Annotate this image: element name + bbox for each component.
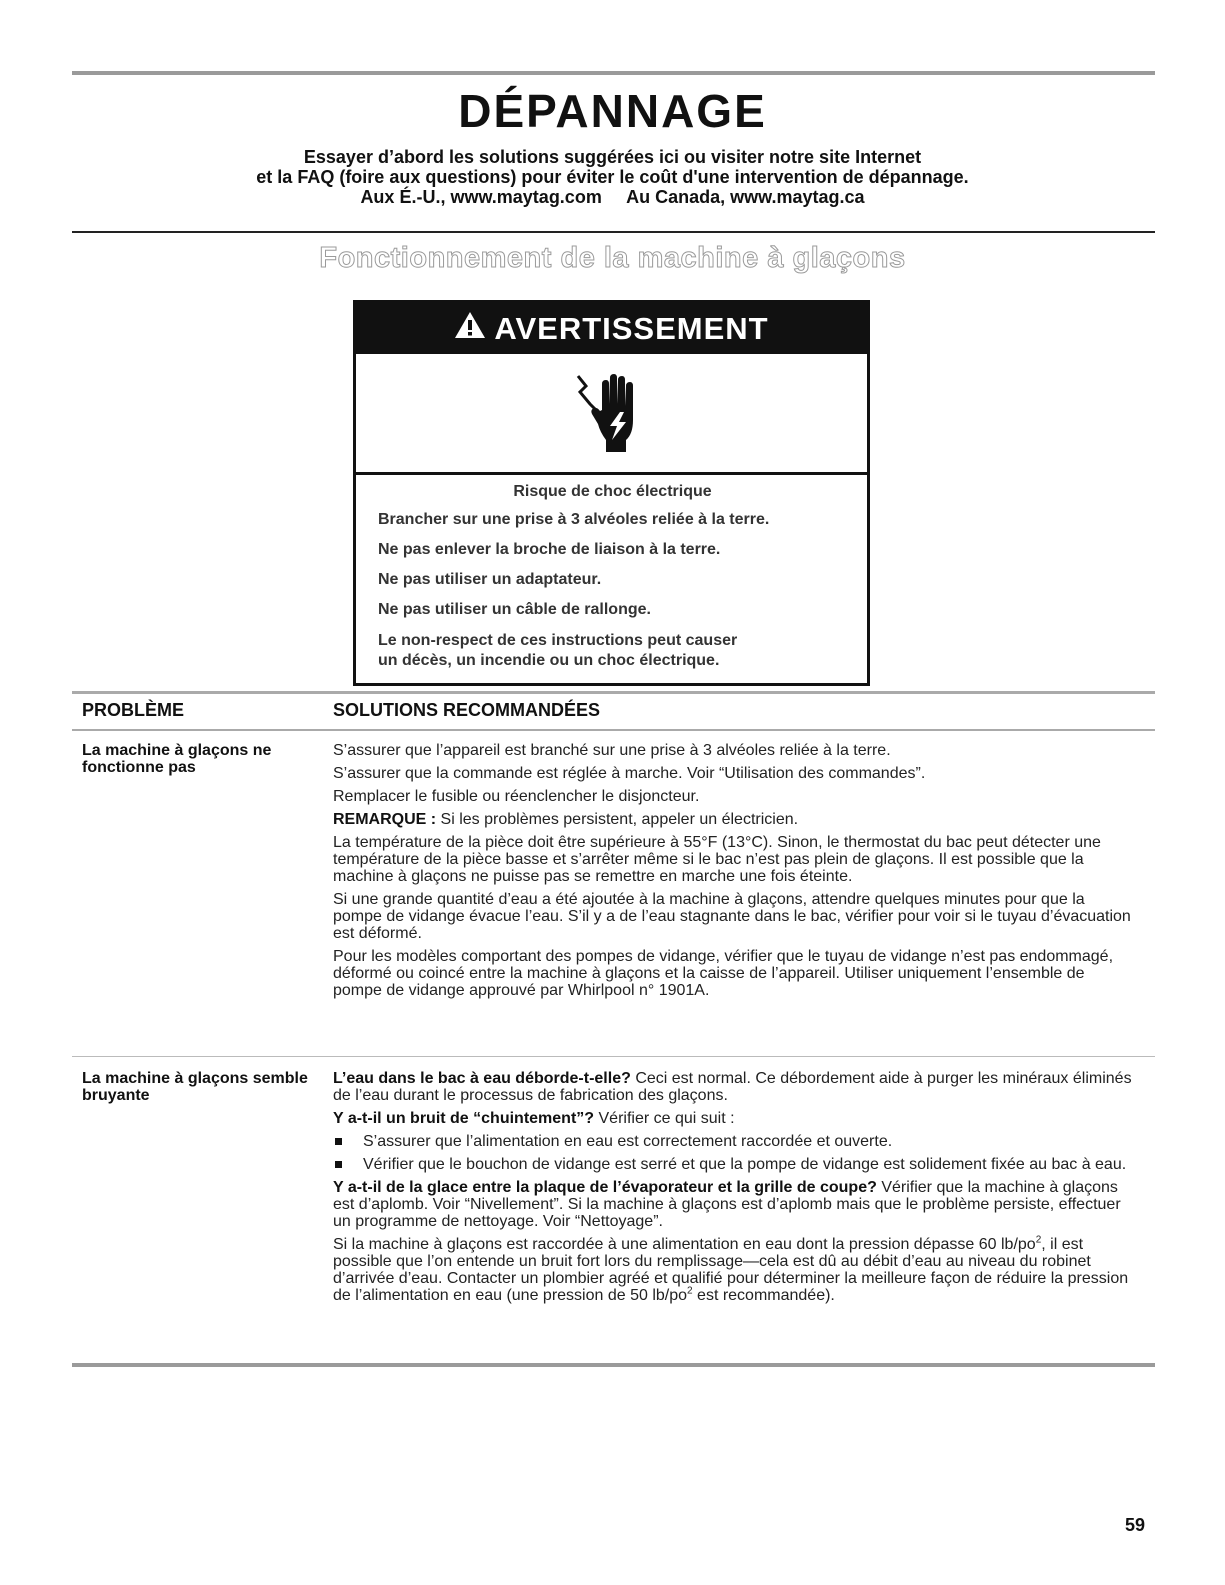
page-title: DÉPANNAGE [458, 85, 767, 137]
pressure-text: est recommandée). [692, 1287, 835, 1304]
top-rule [72, 71, 1155, 75]
solutions-cell [333, 742, 1133, 1005]
warning-header [356, 303, 867, 354]
pressure-text: , il est possible que l’on entende un bruit fort lors du remplissage—cela est dû au débit d’eau au niveau du robinet d’arrivée d’eau. Contacter un plombier agréé et qualifié pour déterminer la meilleure façon de réduire la pression de l’alimentation en eau (une pression de 50 lb/po [333, 1236, 1129, 1304]
electric-shock-hand-icon [356, 354, 867, 475]
column-header-solutions: SOLUTIONS RECOMMANDÉES [333, 700, 601, 720]
warning-line: Ne pas utiliser un câble de rallonge. [378, 601, 651, 618]
question-text: Ceci est normal. Ce débordement aide à purger les minéraux éliminés de l’eau durant le processus de fabrication des glaçons. [333, 1070, 1132, 1104]
warning-consequence-line-1: Le non-respect de ces instructions peut causer [378, 632, 738, 649]
solution-paragraph: Remplacer le fusible ou réenclencher le disjoncteur. [333, 788, 700, 805]
intro-line-3: Aux É.-U., www.maytag.com Au Canada, www.maytag.ca [360, 187, 865, 207]
bullet-text: S’assurer que l’alimentation en eau est correctement raccordée et ouverte. [363, 1133, 893, 1150]
intro-line-2: et la FAQ (foire aux questions) pour éviter le coût d'une intervention de dépannage. [256, 167, 969, 187]
solution-paragraph [333, 1110, 1133, 1127]
bullet-item [333, 1133, 1133, 1150]
intro-text [0, 147, 1225, 207]
superscript: 2 [687, 1285, 693, 1297]
solution-paragraph: Si une grande quantité d’eau a été ajoutée à la machine à glaçons, attendre quelques minutes pour que la pompe de vidange évacue l’eau. S’il y a de l’eau stagnante dans le bac, vérifier pour voir si le tuyau d’évacuation est déformé. [333, 891, 1131, 942]
question-bold: L’eau dans le bac à eau déborde-t-elle? [333, 1070, 631, 1087]
row-divider [72, 1056, 1155, 1057]
bullet-item [333, 1156, 1133, 1173]
warning-text [356, 475, 867, 671]
page-number: 59 [1124, 1515, 1145, 1535]
problem-cell: La machine à glaçons ne fonctionne pas [82, 742, 272, 776]
warning-consequence [378, 631, 847, 671]
warning-line: Ne pas utiliser un adaptateur. [378, 571, 602, 588]
note-label: REMARQUE : [333, 811, 437, 828]
warning-header-label: AVERTISSEMENT [494, 310, 769, 346]
warning-line: Ne pas enlever la broche de liaison à la terre. [378, 541, 721, 558]
bottom-rule [72, 1363, 1155, 1367]
warning-line: Brancher sur une prise à 3 alvéoles reliée à la terre. [378, 511, 770, 528]
solution-paragraph [333, 1179, 1133, 1230]
problem-cell: La machine à glaçons semble bruyante [82, 1070, 308, 1104]
warning-triangle-icon [454, 311, 486, 347]
question-text: Vérifier ce qui suit : [594, 1110, 735, 1127]
column-header-problem: PROBLÈME [82, 700, 185, 720]
note-text: Si les problèmes persistent, appeler un électricien. [436, 811, 799, 828]
solution-paragraph: La température de la pièce doit être supérieure à 55°F (13°C). Sinon, le thermostat du bac peut détecter une température de la pièce basse et s’arrêter même si le bac n’est pas plein de glaçons. Il est possible que la machine à glaçons ne puisse pas se remettre en marche une fois éteinte. [333, 834, 1101, 885]
solution-paragraph: S’assurer que la commande est réglée à marche. Voir “Utilisation des commandes”. [333, 765, 926, 782]
solution-paragraph: S’assurer que l’appareil est branché sur une prise à 3 alvéoles reliée à la terre. [333, 742, 891, 759]
solution-paragraph [333, 1070, 1133, 1104]
intro-line-1: Essayer d’abord les solutions suggérées ici ou visiter notre site Internet [303, 147, 922, 167]
solution-note [333, 811, 1133, 828]
solution-paragraph: Pour les modèles comportant des pompes de vidange, vérifier que le tuyau de vidange n’est pas endommagé, déformé ou coincé entre la machine à glaçons et la caisse de l’appareil. Utiliser uniquement l’ensemble de pompe de vidange approuvé par Whirlpool n° 1901A. [333, 948, 1114, 999]
bullet-square-icon [335, 1161, 342, 1168]
solutions-cell [333, 1070, 1133, 1310]
question-bold: Y a-t-il de la glace entre la plaque de l’évaporateur et la grille de coupe? [333, 1179, 877, 1196]
warning-box [353, 300, 870, 686]
question-bold: Y a-t-il un bruit de “chuintement”? [333, 1110, 595, 1127]
section-heading: Fonctionnement de la machine à glaçons [319, 242, 906, 274]
bullet-text: Vérifier que le bouchon de vidange est serré et que la pompe de vidange est solidement fixée au bac à eau. [363, 1156, 1127, 1173]
warning-title: Risque de choc électrique [513, 483, 712, 500]
section-rule [72, 231, 1155, 233]
table-header-rule [72, 729, 1155, 731]
question-text: Vérifier que la machine à glaçons est d’aplomb. Voir “Nivellement”. Si la machine à glaçons est d’aplomb mais que le problème persiste, effectuer un programme de nettoyage. Voir “Nettoyage”. [333, 1179, 1121, 1230]
warning-consequence-line-2: un décès, un incendie ou un choc électrique. [378, 652, 720, 669]
table-top-rule [72, 691, 1155, 694]
bullet-square-icon [335, 1138, 342, 1145]
superscript: 2 [1035, 1234, 1042, 1246]
pressure-text: Si la machine à glaçons est raccordée à une alimentation en eau dont la pression dépasse 60 lb/po [333, 1236, 1036, 1253]
solution-paragraph [333, 1236, 1133, 1304]
